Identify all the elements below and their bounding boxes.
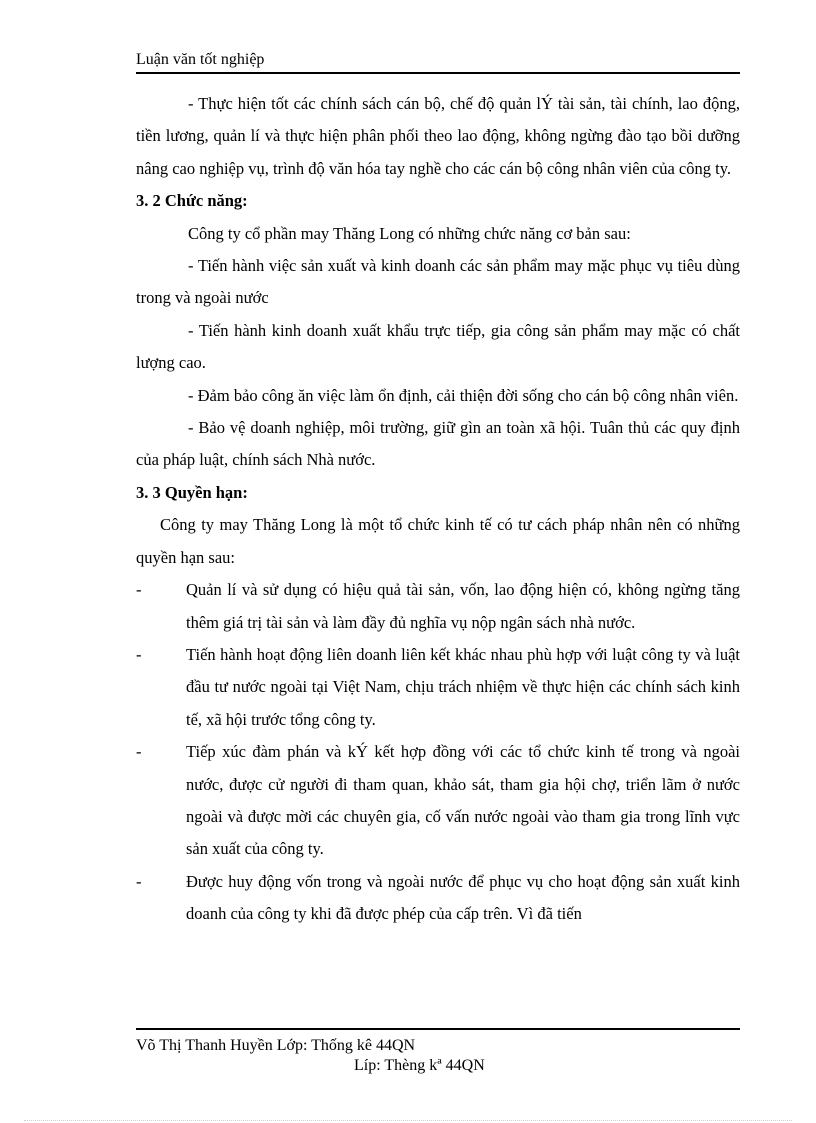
bullet-marker: - bbox=[136, 871, 142, 891]
list-item bbox=[136, 574, 740, 639]
list-item bbox=[136, 639, 740, 736]
paragraph-function-production: - Tiến hành việc sản xuất và kinh doanh các sản phẩm may mặc phục vụ tiêu dùng trong và ngoài nước bbox=[136, 256, 740, 308]
header-title: Luận văn tốt nghiệp bbox=[136, 51, 265, 68]
paragraph-functions-intro: Công ty cổ phần may Thăng Long có những chức năng cơ bản sau: bbox=[188, 223, 631, 243]
paragraph-policy: - Thực hiện tốt các chính sách cán bộ, chế độ quản lÝ tài sản, tài chính, lao động, tiền lương, quản lí và thực hiện phân phối theo lao động, không ngừng đào tạo bồi dưỡng nâng cao nghiệp vụ, trình độ văn hóa tay nghề cho các cán bộ công nhân viên của công ty. bbox=[136, 94, 740, 178]
document-body bbox=[136, 88, 740, 931]
page-header bbox=[136, 50, 740, 74]
page-footer bbox=[136, 1028, 740, 1076]
paragraph-function-employment: - Đảm bảo công ăn việc làm ổn định, cải thiện đời sống cho cán bộ công nhân viên. bbox=[188, 385, 739, 405]
list-item-text: Được huy động vốn trong và ngoài nước để phục vụ cho hoạt động sản xuất kinh doanh của công ty khi đã được phép của cấp trên. Vì đã tiến bbox=[186, 871, 740, 924]
paragraph-function-export: - Tiến hành kinh doanh xuất khẩu trực tiếp, gia công sản phẩm may mặc có chất lượng cao. bbox=[136, 320, 740, 373]
page-bottom-divider bbox=[24, 1120, 792, 1121]
bullet-marker: - bbox=[136, 742, 142, 762]
list-item-text: Tiến hành hoạt động liên doanh liên kết khác nhau phù hợp với luật công ty và luật đầu tư nước ngoài tại Việt Nam, chịu trách nhiệm về thực hiện các chính sách kinh tế, xã hội trước tổng công ty. bbox=[186, 644, 740, 729]
paragraph-function-protection: - Bảo vệ doanh nghiệp, môi trường, giữ gìn an toàn xã hội. Tuân thủ các quy định của pháp luật, chính sách Nhà nước. bbox=[136, 418, 740, 470]
footer-class-line: Líp: Thèng kª 44QN bbox=[354, 1057, 485, 1074]
list-item-text: Quản lí và sử dụng có hiệu quả tài sản, vốn, lao động hiện có, không ngừng tăng thêm giá trị tài sản và làm đầy đủ nghĩa vụ nộp ngân sách nhà nước. bbox=[186, 580, 740, 632]
footer-author-line: Võ Thị Thanh Huyền Lớp: Thống kê 44QN bbox=[136, 1037, 416, 1054]
list-item bbox=[136, 866, 740, 931]
bullet-marker: - bbox=[136, 644, 142, 664]
section-heading-functions: 3. 2 Chức năng: bbox=[136, 191, 248, 211]
list-item bbox=[136, 736, 740, 866]
section-heading-rights: 3. 3 Quyền hạn: bbox=[136, 482, 248, 502]
bullet-marker: - bbox=[136, 580, 142, 600]
paragraph-rights-intro: Công ty may Thăng Long là một tổ chức kinh tế có tư cách pháp nhân nên có những quyền hạn sau: bbox=[136, 515, 740, 567]
list-item-text: Tiếp xúc đàm phán và kÝ kết hợp đồng với các tổ chức kinh tế trong và ngoài nước, được cử người đi tham quan, khảo sát, tham gia hội chợ, triển lãm ở nước ngoài và được mời các chuyên gia, cố vấn nước ngoài vào tham gia trong lĩnh vực sản xuất của công ty. bbox=[186, 742, 740, 859]
